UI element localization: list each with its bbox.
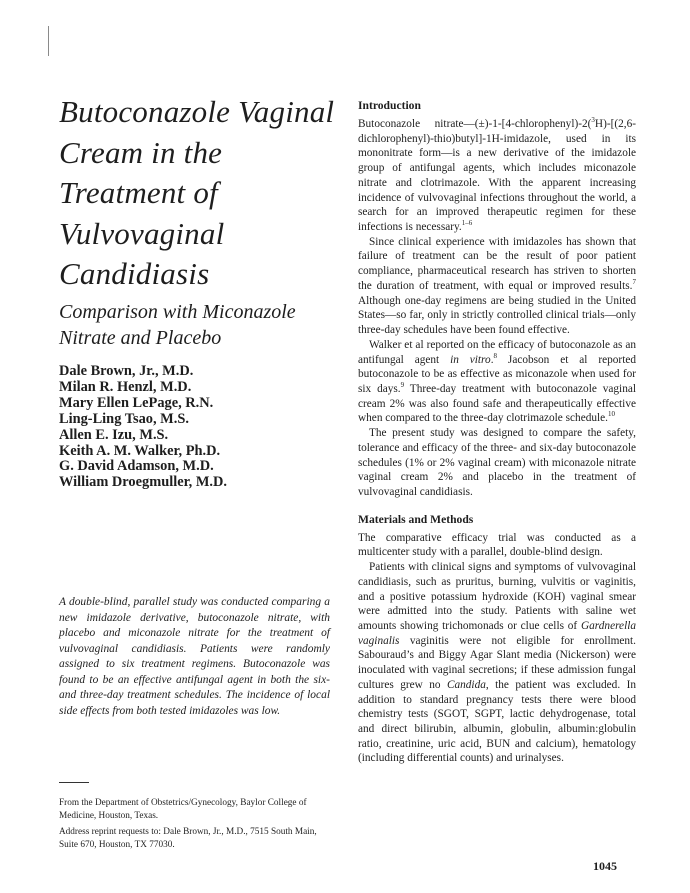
methods-paragraph-2 xyxy=(358,560,636,766)
intro-paragraph-4: The present study was designed to compare the safety, tolerance and efficacy of the three- and six-day butoconazole schedules (1% or 2% vaginal cream) with miconazole nitrate vaginal cream 2% and placebo in the treatment of vulvovaginal candidiasis. xyxy=(358,427,636,498)
reprint-note: Address reprint requests to: Dale Brown, Jr., M.D., 7515 South Main, Suite 670, Houston, TX 77030. xyxy=(59,826,317,850)
reference-marker: 1–6 xyxy=(461,219,473,228)
text-run: Although one-day regimens are being studied in the United States—so far, only in strictly controlled clinical trials—only three-day schedules have been found effective. xyxy=(358,294,636,337)
text-run: Patients with clinical signs and symptoms of vulvovaginal candidiasis, such as pruritus, burning, vulvitis or vaginitis, and a positive potassium hydroxide (KOH) vaginal smear were admitted into the study. Patients with saline wet amounts showing trichomonads or clue cells of xyxy=(358,561,636,632)
intro-paragraph-3 xyxy=(358,338,636,426)
text-run: Three-day treatment with butoconazole vaginal cream 2% was also found safe and therapeutically effective when compared to the three-day clotrimazole schedule. xyxy=(358,382,636,425)
author-name: Milan R. Henzl, M.D. xyxy=(59,378,192,395)
text-run: . xyxy=(490,353,494,366)
methods-paragraph-1: The comparative efficacy trial was conducted as a multicenter study with a parallel, double-blind design. xyxy=(358,531,636,559)
footnote-rule xyxy=(59,782,89,783)
reference-marker: 9 xyxy=(400,381,405,390)
author-name: Keith A. M. Walker, Ph.D. xyxy=(59,442,221,459)
methods-heading: Materials and Methods xyxy=(358,512,474,526)
text-run: , the patient was excluded. In addition to standard pregnancy tests there were blood chemistry tests (SGOT, SGPT, lactic dehydrogenase, total and direct bilirubin, albumin, globulin, albumin:globulin ratio, creatinine, uric acid, BUN and calcium), hematology (including differential counts) and urinalyses. xyxy=(358,678,636,765)
italic-term: Gardnerella vaginalis xyxy=(358,620,636,647)
text-run: Butoconazole nitrate—(±)-1-[4-chlorophenyl)-2( xyxy=(358,118,592,130)
subtitle-line: Nitrate and Placebo xyxy=(59,326,222,349)
margin-mark xyxy=(48,26,49,56)
article-subtitle xyxy=(59,299,337,351)
text-run: vaginitis were not eligible for enrollment. Sabouraud’s and Biggy Agar Slant media (Nickerson) were inoculated with vaginal secretions; if these admission fungal cultures grew no xyxy=(358,634,636,691)
reference-marker: 7 xyxy=(632,278,636,287)
reference-marker: 8 xyxy=(493,351,498,360)
author-list xyxy=(59,364,337,491)
reference-marker: 10 xyxy=(608,410,615,419)
superscript: 3 xyxy=(591,116,595,125)
subtitle-line: Comparison with Miconazole xyxy=(59,300,296,323)
intro-paragraph-2 xyxy=(358,235,636,338)
body-column xyxy=(358,98,636,766)
title-line: Treatment of xyxy=(59,175,218,210)
text-run: H)-[(2,6-dichlorophenyl)-thio)butyl]-1H-imidazole, used in its mononitrate form—is a new derivative of the imidazole group of antifungal agents, which includes miconazole nitrate and clotrimazole. With the apparent increasing incidence of vulvovaginal infections throughout the world, a search for an improved therapeutic regimen for these infections is necessary. xyxy=(358,118,636,234)
text-run: Since clinical experience with imidazoles has shown that failure of treatment can be the result of poor patient compliance, pharmaceutical research has striven to shorten the duration of treatment, with equal or improved results. xyxy=(358,235,636,292)
title-line: Vulvovaginal xyxy=(59,215,225,251)
article-title xyxy=(59,92,337,295)
page-number: 1045 xyxy=(593,859,617,873)
abstract: A double-blind, parallel study was conducted comparing a new imidazole derivative, butoconazole nitrate, with placebo and miconazole nitrate for the treatment of vulvovaginal candidiasis. Patients were randomly assigned to six treatment regimens. Butoconazole was found to be an effective antifungal agent in both the six- and three-day treatment schedules. The incidence of local side effects from both tested imidazoles was low. xyxy=(59,596,330,717)
text-run: Walker et al reported on the efficacy of butoconazole as an antifungal agent xyxy=(358,338,636,366)
affiliation-note: From the Department of Obstetrics/Gynecology, Baylor College of Medicine, Houston, Texas. xyxy=(59,798,307,822)
title-block xyxy=(59,92,337,351)
author-name: William Droegmuller, M.D. xyxy=(59,474,228,491)
italic-term: in vitro xyxy=(450,353,491,366)
title-line: Butoconazole Vaginal xyxy=(59,94,335,129)
introduction-heading: Introduction xyxy=(358,99,421,112)
author-name: Dale Brown, Jr., M.D. xyxy=(59,363,194,379)
footnotes xyxy=(59,797,331,854)
title-line: Cream in the xyxy=(59,134,223,170)
author-name: Mary Ellen LePage, R.N. xyxy=(59,394,214,411)
title-line: Candidiasis xyxy=(59,256,210,291)
author-name: G. David Adamson, M.D. xyxy=(59,458,214,475)
author-name: Allen E. Izu, M.S. xyxy=(59,426,169,443)
text-run: Jacobson et al reported butoconazole to be as effective as miconazole when used for six days. xyxy=(358,353,636,395)
author-name: Ling-Ling Tsao, M.S. xyxy=(59,410,189,427)
italic-term: Candida xyxy=(446,678,486,691)
intro-paragraph-1 xyxy=(358,117,636,235)
